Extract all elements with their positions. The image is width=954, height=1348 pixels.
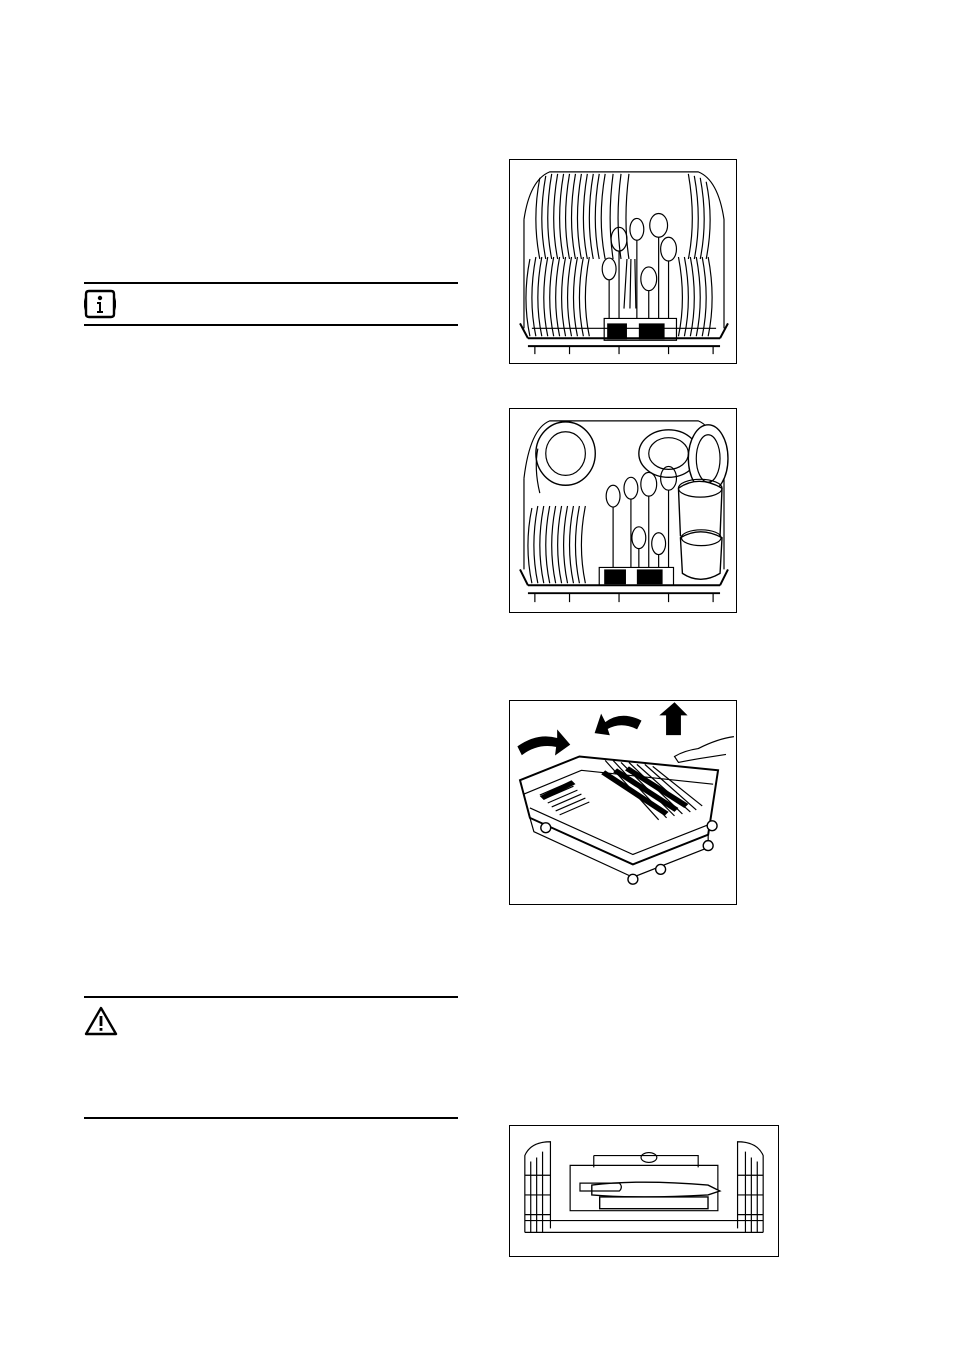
fig-basket-rack-adjust bbox=[509, 700, 737, 905]
info-icon bbox=[84, 288, 116, 320]
fig-upper-basket-plates bbox=[509, 159, 737, 364]
warning-top-rule bbox=[84, 996, 458, 998]
info-bottom-rule bbox=[84, 324, 458, 326]
basket-rack-adjust-illustration bbox=[510, 701, 736, 904]
warning-icon bbox=[84, 1006, 118, 1036]
basket-plates-illustration bbox=[510, 160, 736, 363]
warning-bottom-rule bbox=[84, 1117, 458, 1119]
info-top-rule bbox=[84, 282, 458, 284]
fig-knife-shelf bbox=[509, 1125, 779, 1257]
knife-shelf-illustration bbox=[510, 1126, 778, 1256]
fig-upper-basket-mixed bbox=[509, 408, 737, 613]
basket-mixed-illustration bbox=[510, 409, 736, 612]
